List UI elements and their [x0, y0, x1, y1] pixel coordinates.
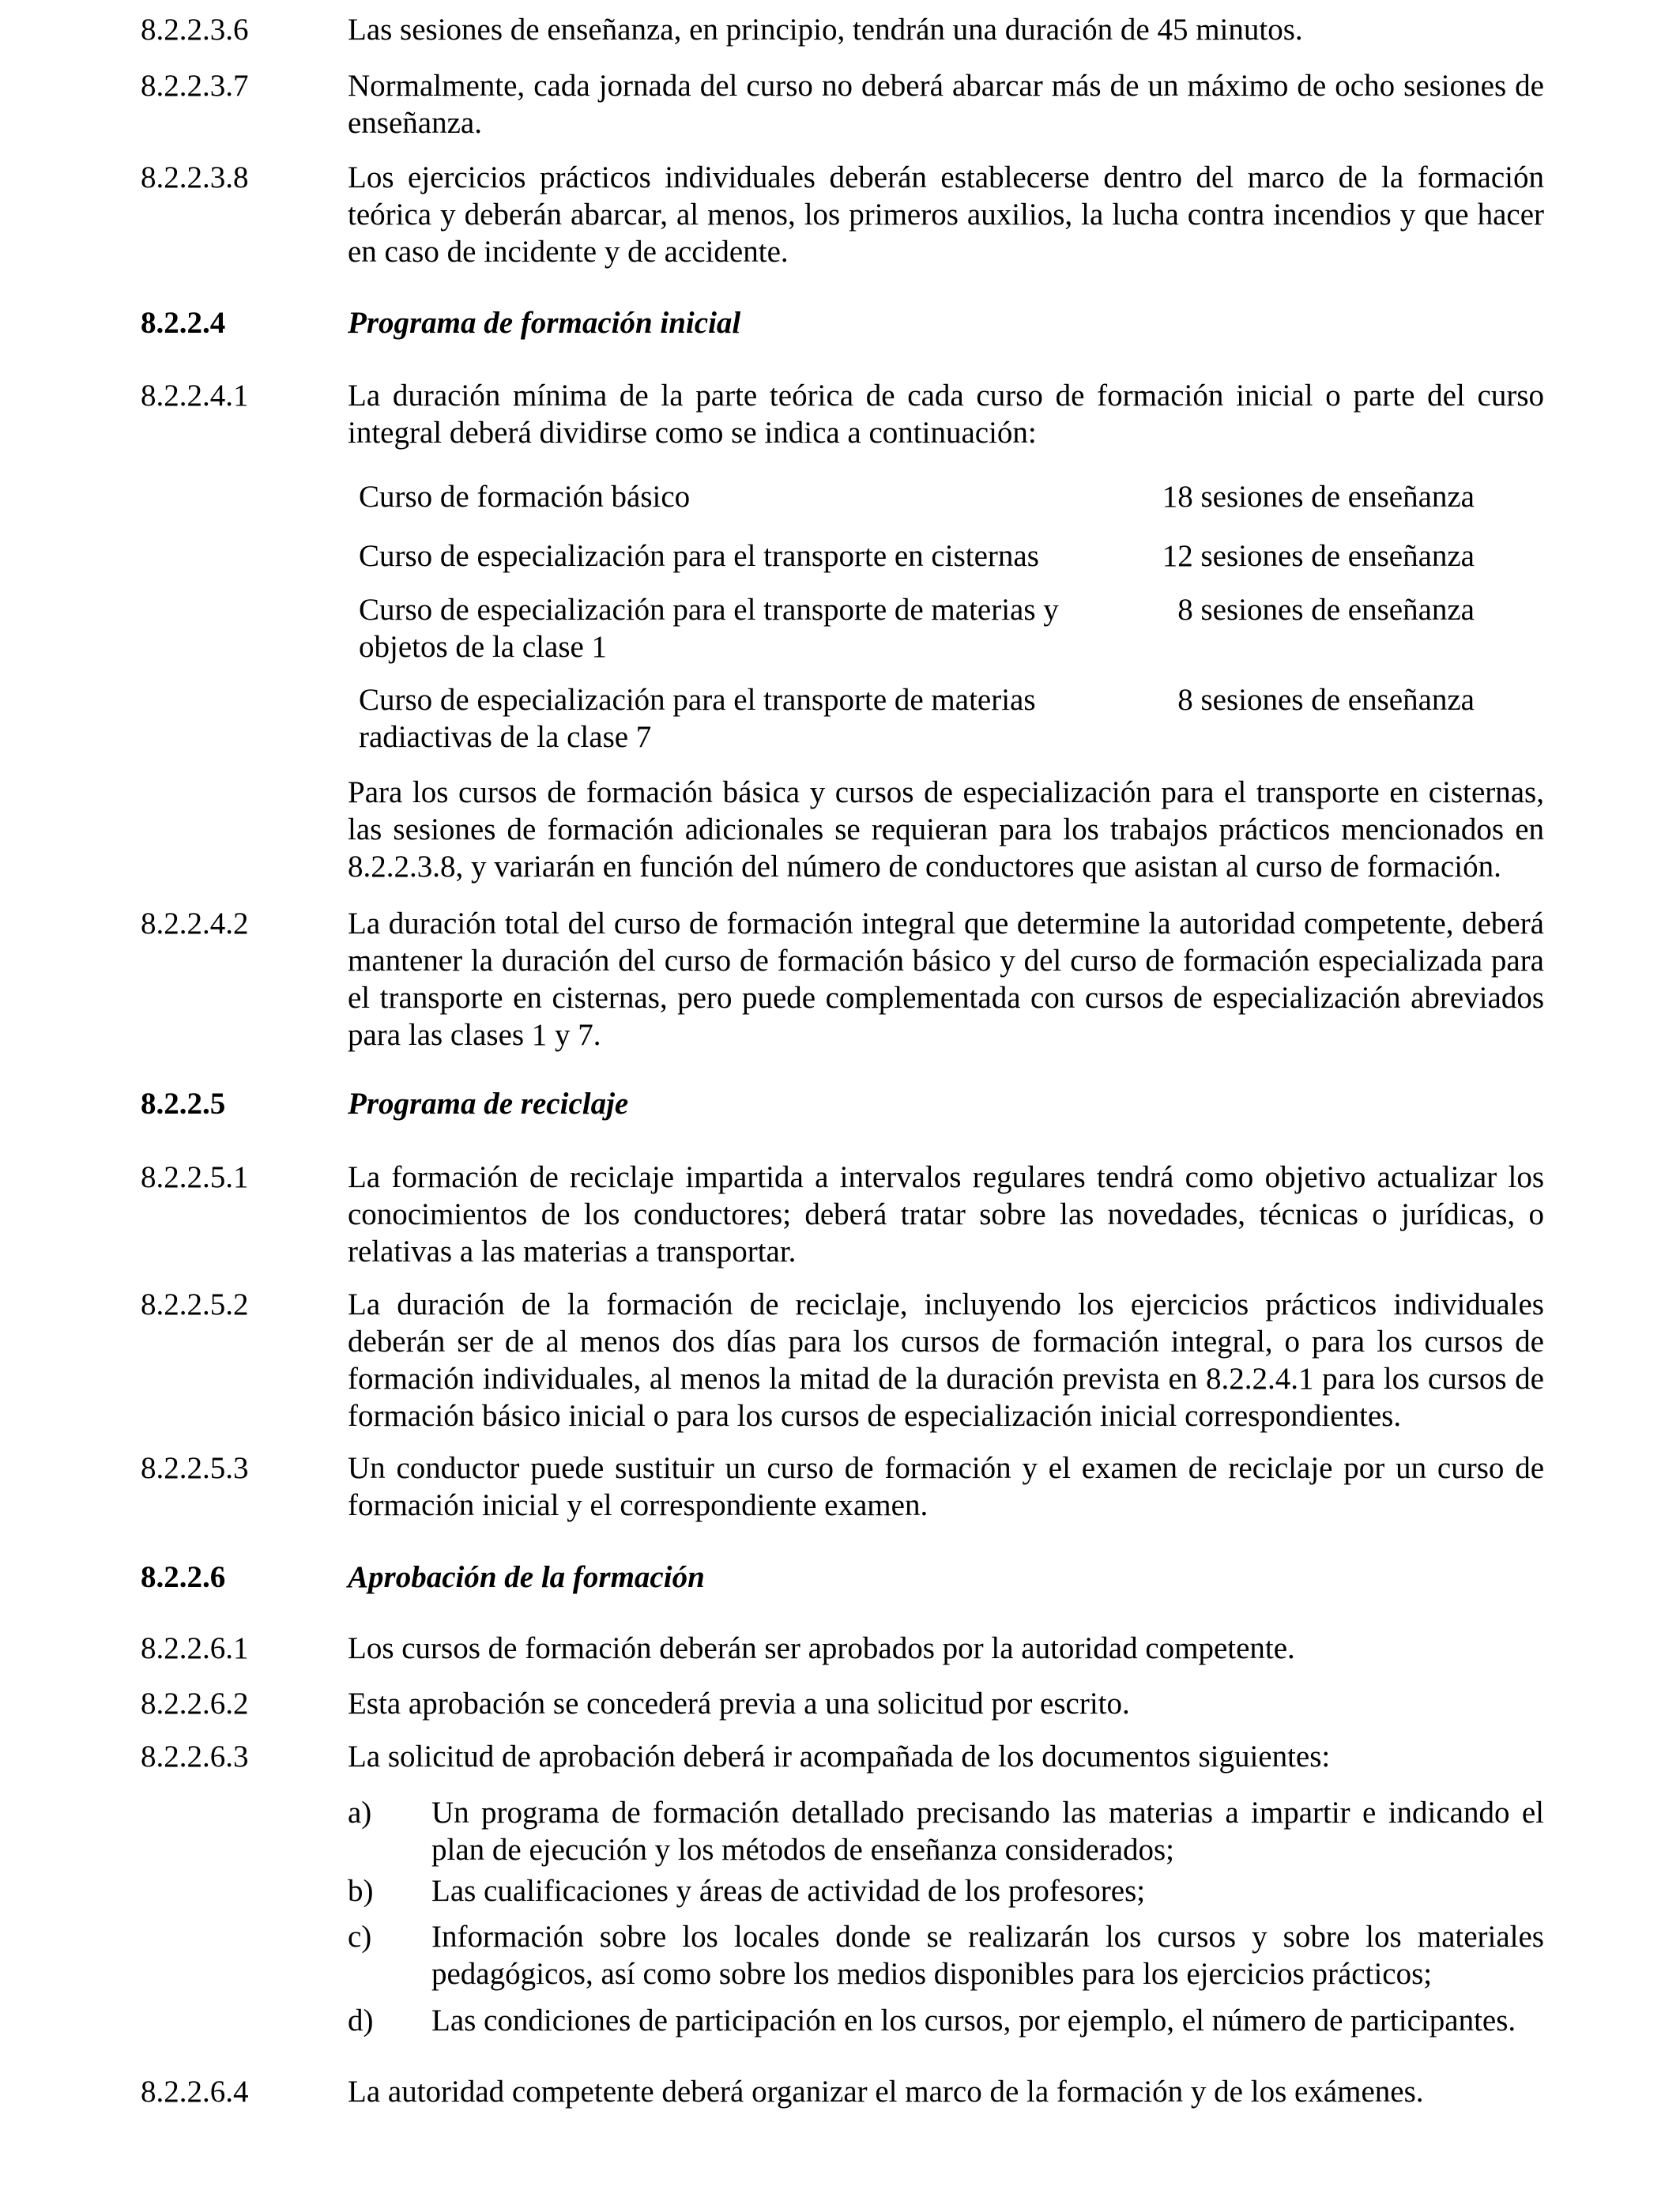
list-item-text: Las cualificaciones y áreas de actividad de los profesores; [431, 1874, 1146, 1908]
list-item-text: Las condiciones de participación en los cursos, por ejemplo, el número de participantes. [431, 2004, 1516, 2038]
section-number: 8.2.2.4 [141, 306, 226, 340]
paragraph-number: 8.2.2.5.2 [141, 1287, 249, 1321]
paragraph-text: La solicitud de aprobación deberá ir acompañada de los documentos siguientes: [348, 1740, 1331, 1774]
list-item-letter: b) [348, 1874, 374, 1908]
paragraph-number: 8.2.2.6.4 [141, 2075, 249, 2109]
course-name: Curso de especialización para el transporte en cisternas [359, 539, 1039, 573]
course-name: Curso de formación básico [359, 480, 691, 514]
paragraph-text: La duración de la formación de reciclaje, incluyendo los ejercicios prácticos individuales deberán ser de al menos dos días para los cursos de formación integral, o para los cursos de formación individuales, al menos la mitad de la duración prevista en 8.2.2.4.1 para los cursos de formación básico inicial o para los cursos de especialización inicial correspondientes. [348, 1287, 1544, 1433]
paragraph-text: Los cursos de formación deberán ser aprobados por la autoridad competente. [348, 1631, 1295, 1665]
paragraph-text: Un conductor puede sustituir un curso de formación y el examen de reciclaje por un curso de formación inicial y el correspondiente examen. [348, 1451, 1544, 1522]
paragraph-number: 8.2.2.5.3 [141, 1451, 249, 1485]
paragraph-text: La formación de reciclaje impartida a intervalos regulares tendrá como objetivo actualizar los conocimientos de los conductores; deberá tratar sobre las novedades, técnicas o jurídicas, o relativas a las materias a transportar. [348, 1160, 1544, 1269]
paragraph-text: Esta aprobación se concederá previa a una solicitud por escrito. [348, 1687, 1130, 1721]
section-number: 8.2.2.5 [141, 1087, 226, 1121]
course-duration: 8 sesiones de enseñanza [1177, 683, 1475, 717]
list-item-text: Información sobre los locales donde se realizarán los cursos y sobre los materiales pedagógicos, así como sobre los medios disponibles para los ejercicios prácticos; [431, 1920, 1544, 1991]
paragraph-number: 8.2.2.3.7 [141, 69, 249, 103]
paragraph-number: 8.2.2.4.2 [141, 907, 249, 941]
list-item-letter: d) [348, 2004, 374, 2038]
list-item-text: Un programa de formación detallado precisando las materias a impartir e indicando el plan de ejecución y los métodos de enseñanza considerados; [431, 1796, 1544, 1867]
list-item-letter: c) [348, 1920, 372, 1954]
paragraph-text: Las sesiones de enseñanza, en principio, tendrán una duración de 45 minutos. [348, 13, 1303, 47]
list-item-letter: a) [348, 1796, 372, 1830]
section-title: Programa de formación inicial [348, 306, 741, 340]
paragraph-number: 8.2.2.5.1 [141, 1160, 249, 1194]
paragraph-number: 8.2.2.6.1 [141, 1631, 249, 1665]
section-title: Aprobación de la formación [348, 1560, 705, 1594]
course-name: Curso de especialización para el transporte de materias y objetos de la clase 1 [359, 593, 1059, 664]
course-duration: 8 sesiones de enseñanza [1177, 593, 1475, 627]
paragraph-text: Para los cursos de formación básica y cursos de especialización para el transporte en cisternas, las sesiones de formación adicionales se requieran para los trabajos prácticos mencionados en 8.2.2.3.8, y variarán en función del número de conductores que asistan al curso de formación. [348, 775, 1544, 884]
course-name: Curso de especialización para el transporte de materias radiactivas de la clase 7 [359, 683, 1036, 754]
paragraph-text: Los ejercicios prácticos individuales deberán establecerse dentro del marco de la formación teórica y deberán abarcar, al menos, los primeros auxilios, la lucha contra incendios y que hacer en caso de incidente y de accidente. [348, 160, 1544, 269]
paragraph-text: La duración total del curso de formación integral que determine la autoridad competente, deberá mantener la duración del curso de formación básico y del curso de formación especializada para el transporte en cisternas, pero puede complementada con cursos de especialización abreviados para las clases 1 y 7. [348, 907, 1544, 1052]
paragraph-number: 8.2.2.3.6 [141, 13, 249, 47]
section-title: Programa de reciclaje [348, 1087, 629, 1121]
paragraph-number: 8.2.2.3.8 [141, 160, 249, 194]
paragraph-text: La duración mínima de la parte teórica de cada curso de formación inicial o parte del curso integral deberá dividirse como se indica a continuación: [348, 379, 1544, 450]
paragraph-number: 8.2.2.4.1 [141, 379, 249, 413]
paragraph-number: 8.2.2.6.2 [141, 1687, 249, 1721]
course-duration: 18 sesiones de enseñanza [1162, 480, 1475, 514]
paragraph-number: 8.2.2.6.3 [141, 1740, 249, 1774]
paragraph-text: Normalmente, cada jornada del curso no deberá abarcar más de un máximo de ocho sesiones de enseñanza. [348, 69, 1544, 140]
course-duration: 12 sesiones de enseñanza [1162, 539, 1475, 573]
section-number: 8.2.2.6 [141, 1560, 226, 1594]
paragraph-text: La autoridad competente deberá organizar el marco de la formación y de los exámenes. [348, 2075, 1424, 2109]
